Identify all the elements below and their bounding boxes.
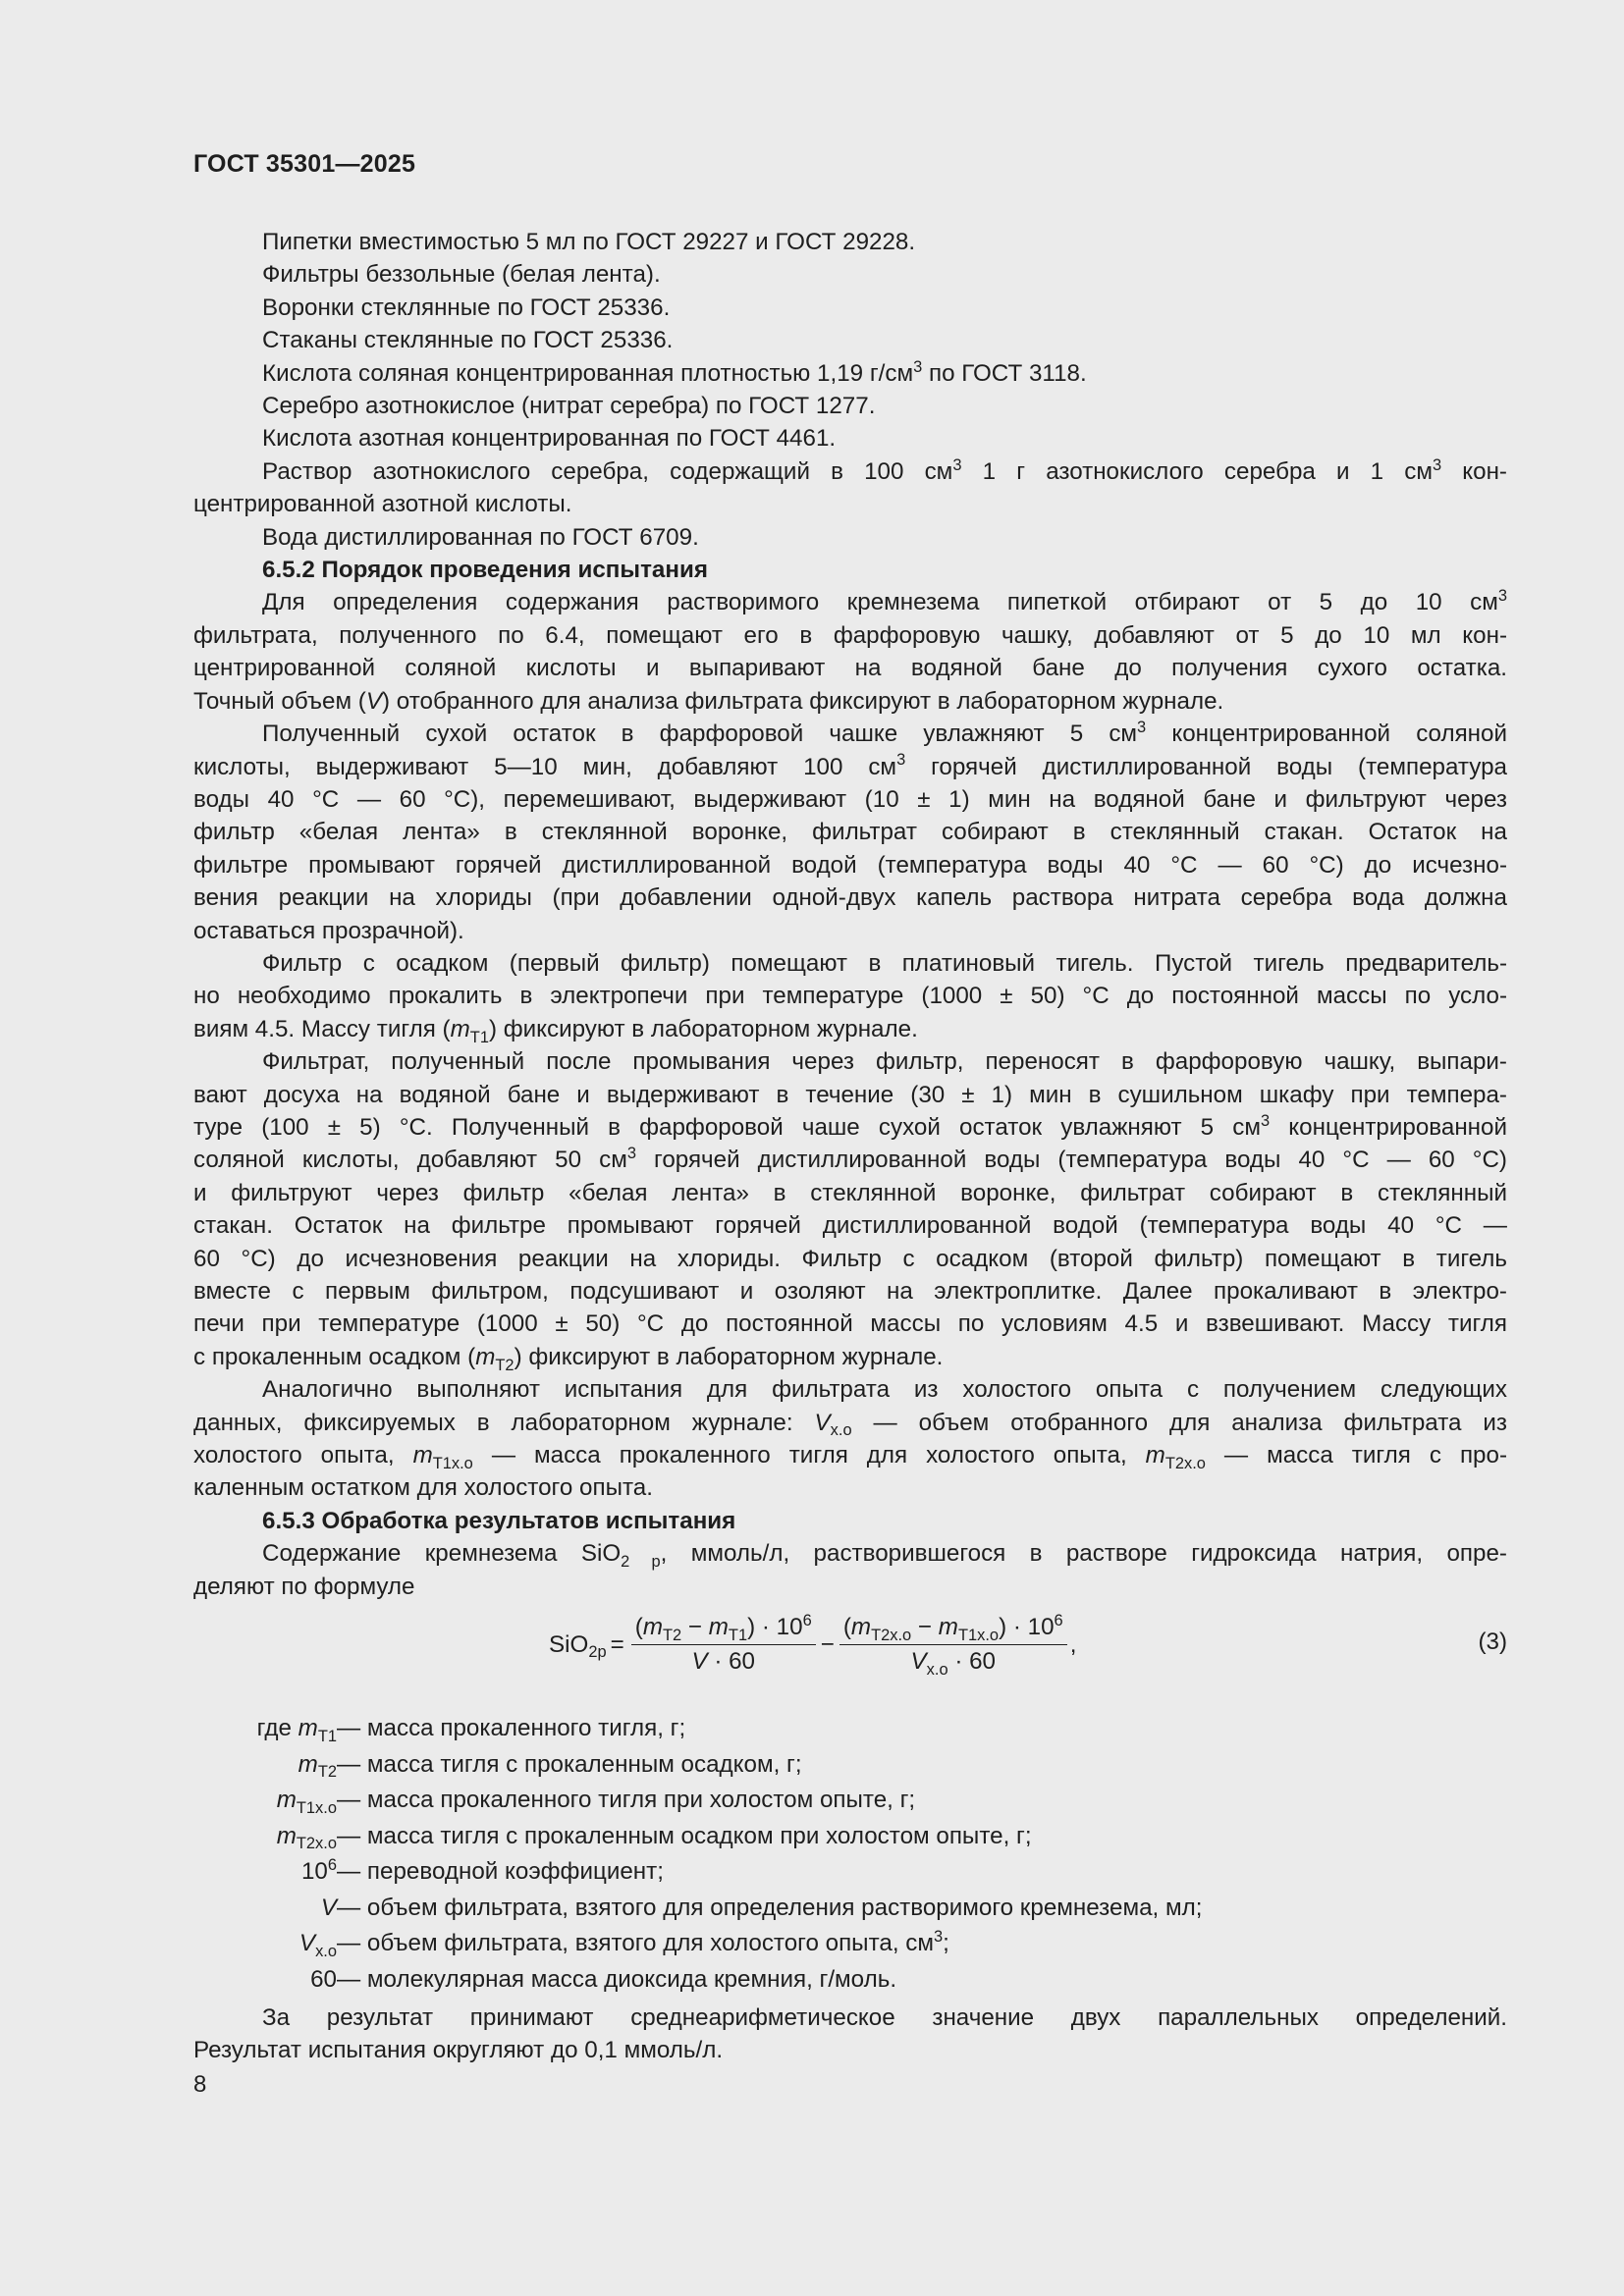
p5-line: холостого опыта, $m_{Т1х.о}$ — масса прокаленного тигля для холостого опыта, $m_{Т2х.о}$ — масса тигля с про- <box>193 1442 1507 1472</box>
where-symbol: $m_{Т1х.о}$ <box>276 1787 337 1817</box>
p1-line: Точный объем (V) отобранного для анализа фильтрата фиксируют в лабораторном журнале. <box>193 687 1224 715</box>
p3-line: но необходимо прокалить в электропечи при температуре (1000 ± 50) °C до постоянной массы по усло- <box>193 983 1507 1010</box>
p5-line: Аналогично выполняют испытания для фильтрата из холостого опыта с получением следующих <box>262 1376 1507 1404</box>
p3-line: Фильтр с осадком (первый фильтр) помещают в платиновый тигель. Пустой тигель предваритель- <box>262 949 1507 977</box>
equipment-beakers: Стаканы стеклянные по ГОСТ 25336. <box>262 327 674 354</box>
where-item <box>193 1819 1507 1855</box>
where-symbol: $V_{х.о}$ <box>298 1930 337 1960</box>
formula-expression <box>549 1613 1076 1677</box>
p4-line: стакан. Остаток на фильтре промывают горячей дистиллированной водой (температура воды 40 °C — <box>193 1212 1507 1240</box>
p4-line: туре (100 ± 5) °C. Полученный в фарфоровой чаше сухой остаток увлажняют 5 $см^3$ концентрированной <box>193 1111 1508 1141</box>
p1-line: центрированной соляной кислоты и выпаривают на водяной бане до получения сухого остатка. <box>193 655 1507 682</box>
where-symbol: V <box>320 1894 337 1921</box>
where-description: — объем фильтрата, взятого для холостого опыта, $см^3$; <box>337 1928 949 1957</box>
page-number: 8 <box>193 2071 207 2098</box>
equipment-silver-nitrate: Серебро азотнокислое (нитрат серебра) по ГОСТ 1277. <box>262 393 876 420</box>
where-description: — молекулярная масса диоксида кремния, г/моль. <box>337 1965 897 1993</box>
p4-line: печи при температуре (1000 ± 50) °C до постоянной массы по условиям 4.5 и взвешивают. Массу тигля <box>193 1310 1507 1338</box>
p2-line: оставаться прозрачной). <box>193 917 464 944</box>
where-description: — масса прокаленного тигля при холостом опыте, г; <box>337 1787 916 1814</box>
fraction-blank-numerator: $(m_{Т2х.о} - m_{Т1х.о}) \cdot 10^6$ <box>839 1613 1067 1645</box>
intro-line: деляют по формуле <box>193 1573 415 1600</box>
where-description: — масса тигля с прокаленным осадком при холостом опыте, г; <box>337 1822 1032 1849</box>
p5-line: каленным остатком для холостого опыта. <box>193 1474 653 1502</box>
where-list <box>193 1711 1507 1998</box>
formula-3 <box>193 1605 1507 1703</box>
where-symbol: 60 <box>310 1965 337 1993</box>
equipment-solution-line1: Раствор азотнокислого серебра, содержащий в 100 $см^3$ 1 г азотнокислого серебра и 1 $см^3$ кон- <box>262 455 1507 485</box>
p4-line: с прокаленным осадком $(m_{Т2})$ фиксируют в лабораторном журнале. <box>193 1343 944 1374</box>
p1-line: фильтрата, полученного по 6.4, помещают его в фарфоровую чашку, добавляют от 5 до 10 мл кон- <box>193 621 1507 649</box>
where-item <box>193 1711 1507 1747</box>
p2-line: Полученный сухой остаток в фарфоровой чашке увлажняют 5 $см^3$ концентрированной соляной <box>262 719 1508 748</box>
section-652-heading: 6.5.2 Порядок проведения испытания <box>262 557 708 584</box>
equipment-water: Вода дистиллированная по ГОСТ 6709. <box>262 523 699 551</box>
p4-line: Фильтрат, полученный после промывания через фильтр, переносят в фарфоровую чашку, выпари- <box>262 1048 1507 1076</box>
fraction-blank <box>839 1613 1067 1677</box>
document-header: ГОСТ 35301—2025 <box>193 150 416 178</box>
p5-line: данных, фиксируемых в лабораторном журнале: $V_{х.о}$ — объем отобранного для анализа фильтрата из <box>193 1409 1508 1440</box>
section-653-heading: 6.5.3 Обработка результатов испытания <box>262 1507 736 1534</box>
p2-line: фильтре промывают горячей дистиллированной водой (температура воды 40 °C — 60 °C) до исчезно- <box>193 851 1507 879</box>
formula-equals: = <box>610 1630 624 1658</box>
formula-lhs: SiO$_{2р}$ <box>549 1630 607 1662</box>
where-symbol: $10^6$ <box>300 1856 337 1886</box>
p2-line: воды 40 °C — 60 °C), перемешивают, выдерживают (10 ± 1) мин на водяной бане и фильтруют через <box>193 785 1507 813</box>
formula-minus: − <box>820 1630 835 1658</box>
intro-line: Содержание кремнезема SiO$_{2 р}$, ммоль/л, растворившегося в растворе гидроксида натрия, опре- <box>262 1540 1507 1571</box>
where-item <box>193 1962 1507 1999</box>
p4-line: 60 °C) до исчезновения реакции на хлориды. Фильтр с осадком (второй фильтр) помещают в тигель <box>193 1245 1507 1272</box>
p3-line: виям 4.5. Массу тигля $(m_{Т1})$ фиксируют в лабораторном журнале. <box>193 1015 918 1046</box>
equipment-pipettes: Пипетки вместимостью 5 мл по ГОСТ 29227 и ГОСТ 29228. <box>262 229 916 255</box>
where-symbol: $m_{Т2х.о}$ <box>276 1822 337 1853</box>
equipment-filters: Фильтры беззольные (белая лента). <box>262 261 661 289</box>
p4-line: вают досуха на водяной бане и выдерживают в течение (30 ± 1) мин в сушильном шкафу при темпера- <box>193 1081 1507 1108</box>
document-page <box>193 0 1507 2296</box>
equipment-solution-line2: центрированной азотной кислоты. <box>193 491 572 518</box>
p2-line: кислоты, выдерживают 5—10 мин, добавляют 100 $см^3$ горячей дистиллированной воды (температура <box>193 751 1507 780</box>
where-description: — масса тигля с прокаленным осадком, г; <box>337 1750 802 1778</box>
equipment-hcl: Кислота соляная концентрированная плотностью 1,19 $г/см^3$ по ГОСТ 3118. <box>262 357 1087 387</box>
where-symbol: $m_{Т2}$ <box>298 1750 337 1782</box>
p2-line: вения реакции на хлориды (при добавлении одной-двух капель раствора нитрата серебра вода должна <box>193 884 1507 912</box>
where-item <box>193 1747 1507 1784</box>
p4-line: соляной кислоты, добавляют 50 $см^3$ горячей дистиллированной воды (температура воды 40 °C — 60 °C) <box>193 1145 1507 1174</box>
where-description: — масса прокаленного тигля, г; <box>337 1715 686 1742</box>
fraction-sample-numerator: $(m_{Т2} - m_{Т1}) \cdot 10^6$ <box>631 1613 816 1645</box>
result-line: Результат испытания округляют до 0,1 ммоль/л. <box>193 2037 724 2064</box>
p2-line: фильтр «белая лента» в стеклянной воронке, фильтрат собирают в стеклянный стакан. Остаток на <box>193 819 1507 846</box>
equipment-funnels: Воронки стеклянные по ГОСТ 25336. <box>262 294 671 321</box>
page-content <box>193 226 1507 2067</box>
where-item <box>193 1854 1507 1891</box>
fraction-blank-denominator: $V_{х.о} \cdot 60$ <box>910 1648 997 1679</box>
fraction-sample <box>631 1613 816 1677</box>
p4-line: и фильтруют через фильтр «белая лента» в стеклянной воронке, фильтрат собирают в стеклянный <box>193 1179 1507 1206</box>
result-line: За результат принимают среднеарифметическое значение двух параллельных определений. <box>262 2004 1507 2032</box>
equipment-nitric-acid: Кислота азотная концентрированная по ГОСТ 4461. <box>262 425 837 453</box>
p1-line: Для определения содержания растворимого кремнезема пипеткой отбирают от 5 до 10 $см^3$ <box>262 587 1507 616</box>
where-item <box>193 1891 1507 1927</box>
where-item <box>193 1783 1507 1819</box>
formula-number: (3) <box>1478 1629 1507 1656</box>
where-item <box>193 1926 1507 1962</box>
p4-line: вместе с первым фильтром, подсушивают и озоляют на электроплитке. Далее прокаливают в электро- <box>193 1278 1507 1305</box>
where-symbol: где $m_{Т1}$ <box>256 1715 337 1745</box>
fraction-sample-denominator: V · 60 <box>691 1648 756 1676</box>
where-description: — объем фильтрата, взятого для определения растворимого кремнезема, мл; <box>337 1894 1203 1921</box>
where-description: — переводной коэффициент; <box>337 1858 664 1886</box>
formula-comma: , <box>1069 1630 1077 1658</box>
